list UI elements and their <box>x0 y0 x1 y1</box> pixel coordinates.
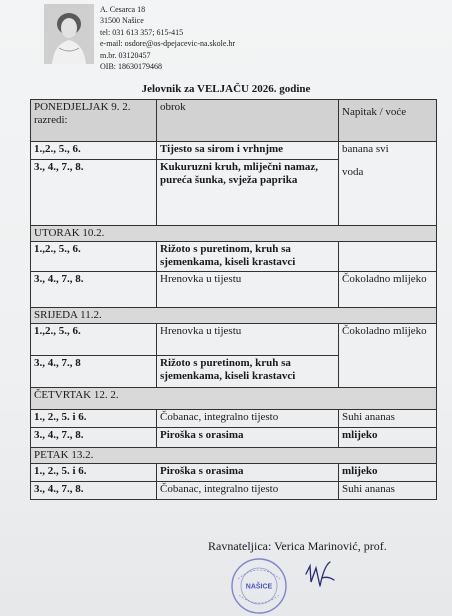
phone-line: tel: 031 613 357; 615-415 <box>100 27 184 37</box>
classes-cell: 3., 4., 7., 8. <box>31 160 157 226</box>
meal-cell: Hrenovka u tijestu <box>157 272 339 308</box>
classes-cell: 1., 2., 5. i 6. <box>31 464 157 482</box>
drink-cell <box>339 142 437 226</box>
classes-cell: 3., 4., 7., 8. <box>31 272 157 308</box>
table-row <box>31 464 437 482</box>
classes-cell: 3., 4., 7., 8 <box>31 356 157 388</box>
drink-cell: mlijeko <box>339 428 437 448</box>
day-row <box>31 226 437 242</box>
table-row <box>31 482 437 500</box>
header-meal-cell: obrok <box>157 100 339 142</box>
header-drink-cell: Napitak / voće <box>339 100 437 142</box>
handwritten-signature <box>300 556 340 592</box>
table-row <box>31 272 437 308</box>
classes-cell: 1.,2., 5., 6. <box>31 242 157 272</box>
address-line: A. Cesarca 18 <box>100 5 146 14</box>
drink-cell: Čokoladno mlijeko <box>339 324 437 388</box>
oib-line: OIB: 18630179468 <box>100 62 162 72</box>
meal-cell: Piroška s orasima <box>157 464 339 482</box>
drink-cell: Suhi ananas <box>339 410 437 428</box>
classes-cell: 3., 4., 7., 8. <box>31 428 157 448</box>
meal-cell: Čobanac, integralno tijesto <box>157 410 339 428</box>
classes-cell: 1., 2., 5. i 6. <box>31 410 157 428</box>
drink-cell: mlijeko <box>339 464 437 482</box>
day-row <box>31 448 437 464</box>
header-day-cell: PONEDJELJAK 9. 2. razredi: <box>31 100 157 142</box>
drink-cell: Suhi ananas <box>339 482 437 500</box>
table-row <box>31 142 437 160</box>
meal-cell: Kukuruzni kruh, mliječni namaz, pureća šunka, svježa paprika <box>157 160 339 226</box>
menu-table <box>30 99 437 500</box>
table-row <box>31 410 437 428</box>
drink-cell <box>339 242 437 272</box>
mbr-line: m.br. 03120457 <box>100 50 151 60</box>
table-header-row <box>31 100 437 142</box>
classes-cell: 3., 4., 7., 8. <box>31 482 157 500</box>
meal-cell: Tijesto sa sirom i vrhnjme <box>157 142 339 160</box>
school-contact-block <box>100 4 320 72</box>
city-line: 31500 Našice <box>100 16 144 26</box>
principal-signature-line: Ravnateljica: Verica Marinović, prof. <box>208 539 387 553</box>
day-label: PETAK 13.2. <box>31 448 437 464</box>
stamp-text: NAŠICE <box>245 583 273 591</box>
menu-title: Jelovnik za VELJAČU 2026. godine <box>141 83 311 95</box>
table-row <box>31 242 437 272</box>
email-line: e-mail: osdore@os-dpejacevic-na.skole.hr <box>100 39 236 49</box>
school-stamp <box>230 557 288 615</box>
meal-cell: Rižoto s puretinom, kruh sa sjemenkama, kiseli krastavci <box>157 242 339 272</box>
meal-cell: Čobanac, integralno tijesto <box>157 482 339 500</box>
day-row <box>31 388 437 410</box>
classes-cell: 1.,2., 5., 6. <box>31 142 157 160</box>
table-row <box>31 324 437 356</box>
school-portrait-logo <box>44 4 94 64</box>
table-row <box>31 428 437 448</box>
day-label: ČETVRTAK 12. 2. <box>31 388 437 410</box>
day-label: SRIJEDA 11.2. <box>31 308 437 324</box>
day-label: UTORAK 10.2. <box>31 226 437 242</box>
day-row <box>31 308 437 324</box>
drink-cell: Čokoladno mlijeko <box>339 272 437 308</box>
drink-text: banana svi <box>342 143 389 155</box>
meal-cell: Hrenovka u tijestu <box>157 324 339 356</box>
meal-cell: Rižoto s puretinom, kruh sa sjemenkama, kiseli krastavci <box>157 356 339 388</box>
drink-text: voda <box>342 166 364 178</box>
meal-cell: Piroška s orasima <box>157 428 339 448</box>
classes-cell: 1.,2., 5., 6. <box>31 324 157 356</box>
